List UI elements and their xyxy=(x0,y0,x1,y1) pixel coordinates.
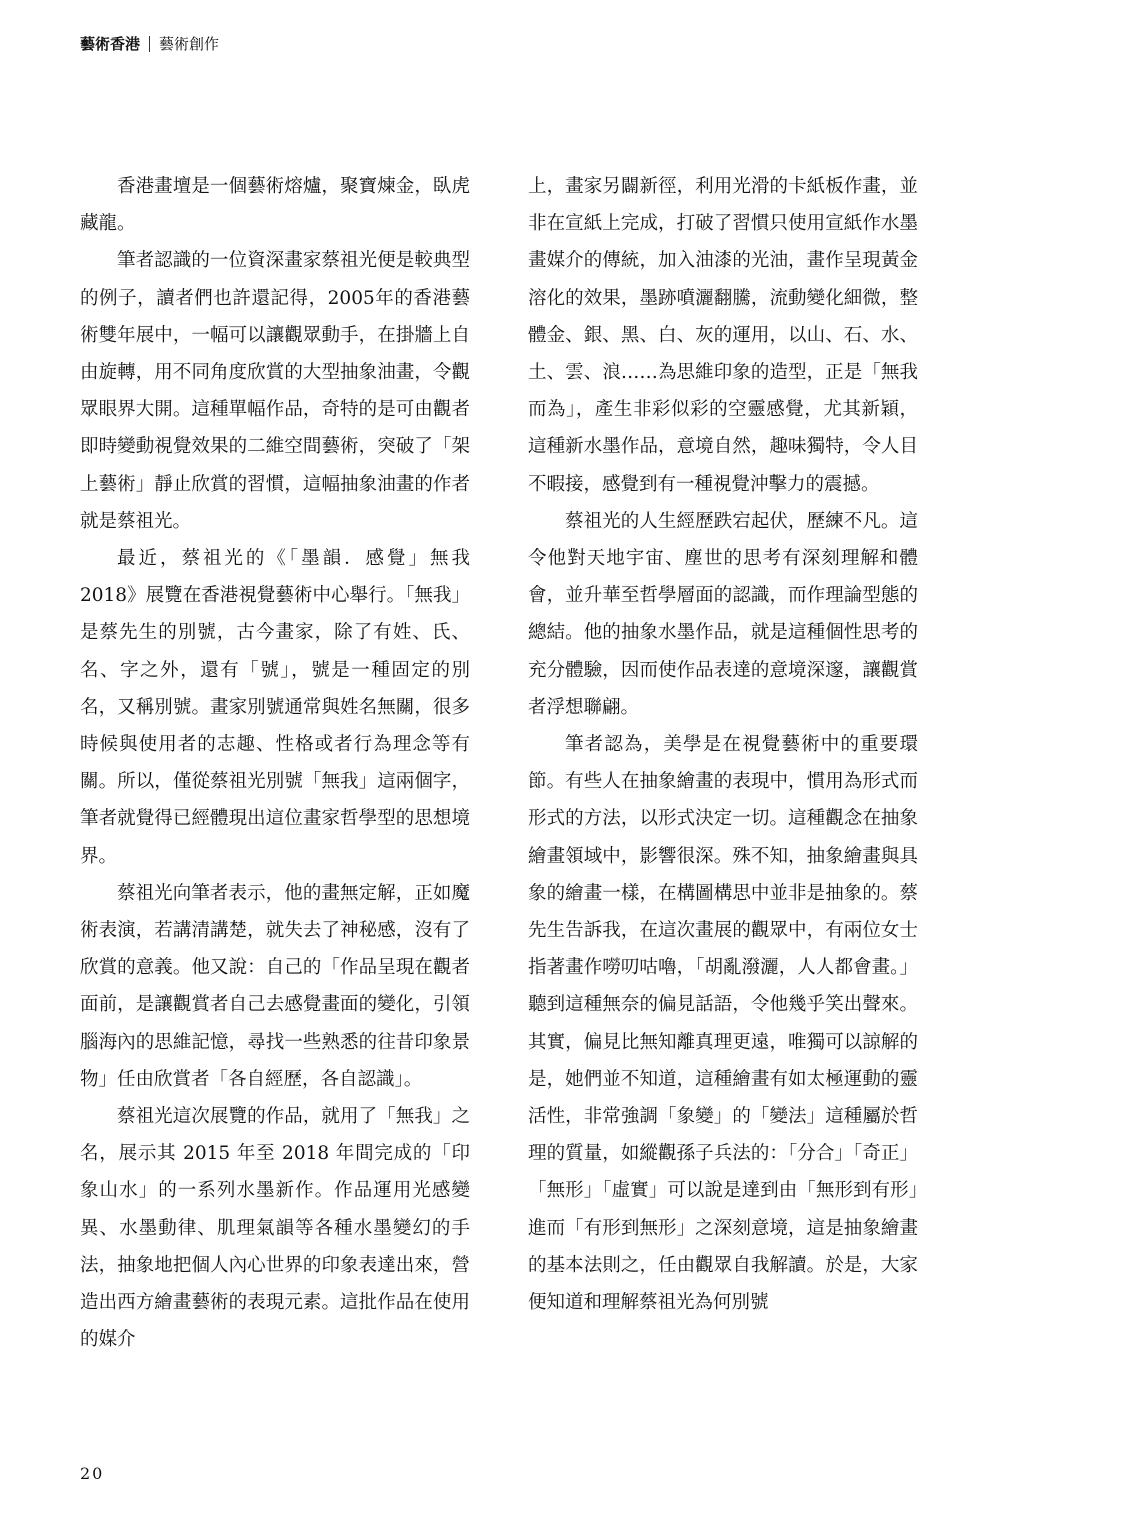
header-divider xyxy=(149,36,150,52)
paragraph: 最近，蔡祖光的《「墨韻．感覺」無我 2018》展覽在香港視覺藝術中心舉行。「無我」是蔡先生的別號，古今畫家，除了有姓、氏、名、字之外，還有「號」，號是一種固定的別名，又稱別號。畫家別號通常與姓名無關，很多時候與使用者的志趣、性格或者行為理念等有關。所以，僅從蔡祖光別號「無我」這兩個字，筆者就覺得已經體現出這位畫家哲學型的思想境界。 xyxy=(80,548,470,867)
left-column xyxy=(80,168,470,1359)
right-column xyxy=(528,168,918,1321)
paragraph-continued: 上，畫家另闢新徑，利用光滑的卡紙板作畫，並非在宣紙上完成，打破了習慣只使用宣紙作水墨畫媒介的傳統，加入油漆的光油，畫作呈現黃金溶化的效果，墨跡噴灑翻騰，流動變化細微，整體金、銀、黑、白、灰的運用，以山、石、水、土、雲、浪……為思維印象的造型，正是「無我而為」，產生非彩似彩的空靈感覺，尤其新穎，這種新水墨作品，意境自然，趣味獨特，令人目不暇接，感覺到有一種視覺沖擊力的震撼。 xyxy=(528,176,918,495)
page-number: 20 xyxy=(80,1464,105,1483)
paragraph: 蔡祖光向筆者表示，他的畫無定解，正如魔術表演，若講清講楚，就失去了神秘感，沒有了欣賞的意義。他又說：自己的「作品呈現在觀者面前，是讓觀賞者自己去感覺畫面的變化，引領腦海內的思維記憶，尋找一些熟悉的往昔印象景物」任由欣賞者「各自經歷，各自認識」。 xyxy=(80,882,470,1090)
running-header xyxy=(80,34,219,54)
paragraph: 筆者認識的一位資深畫家蔡祖光便是較典型的例子，讀者們也許還記得，2005年的香港藝術雙年展中，一幅可以讓觀眾動手，在掛牆上自由旋轉，用不同角度欣賞的大型抽象油畫，令觀眾眼界大開。這種單幅作品，奇特的是可由觀者即時變動視覺效果的二維空間藝術，突破了「架上藝術」靜止欣賞的習慣，這幅抽象油畫的作者就是蔡祖光。 xyxy=(80,250,470,532)
paragraph: 蔡祖光這次展覽的作品，就用了「無我」之名，展示其 2015 年至 2018 年間完成的「印象山水」的一系列水墨新作。作品運用光感變異、水墨動律、肌理氣韻等各種水墨變幻的手法，抽象地把個人內心世界的印象表達出來，營造出西方繪畫藝術的表現元素。這批作品在使用的媒介 xyxy=(80,1106,470,1351)
section-title: 藝術創作 xyxy=(159,35,220,53)
paragraph: 筆者認為，美學是在視覺藝術中的重要環節。有些人在抽象繪畫的表現中，慣用為形式而形式的方法，以形式決定一切。這種觀念在抽象繪畫領域中，影響很深。殊不知，抽象繪畫與具象的繪畫一樣，在構圖構思中並非是抽象的。蔡先生告訴我，在這次畫展的觀眾中，有兩位女士指著畫作嘮叨咕嚕，「胡亂潑灑，人人都會畫。」聽到這種無奈的偏見話語，令他幾乎笑出聲來。其實，偏見比無知離真理更遠，唯獨可以諒解的是，她們並不知道，這種繪畫有如太極運動的靈活性，非常強調「象變」的「變法」這種屬於哲理的質量，如縱觀孫子兵法的：「分合」「奇正」「無形」「虛實」可以說是達到由「無形到有形」進而「有形到無形」之深刻意境，這是抽象繪畫的基本法則之，任由觀眾自我解讀。於是，大家便知道和理解蔡祖光為何別號 xyxy=(528,734,918,1314)
magazine-title: 藝術香港 xyxy=(80,35,141,53)
paragraph: 香港畫壇是一個藝術熔爐，聚寶煉金，臥虎藏龍。 xyxy=(80,176,470,235)
paragraph: 蔡祖光的人生經歷跌宕起伏，歷練不凡。這令他對天地宇宙、塵世的思考有深刻理解和體會，並升華至哲學層面的認識，而作理論型態的總結。他的抽象水墨作品，就是這種個性思考的充分體驗，因而使作品表達的意境深邃，讓觀賞者浮想聯翩。 xyxy=(528,510,918,718)
